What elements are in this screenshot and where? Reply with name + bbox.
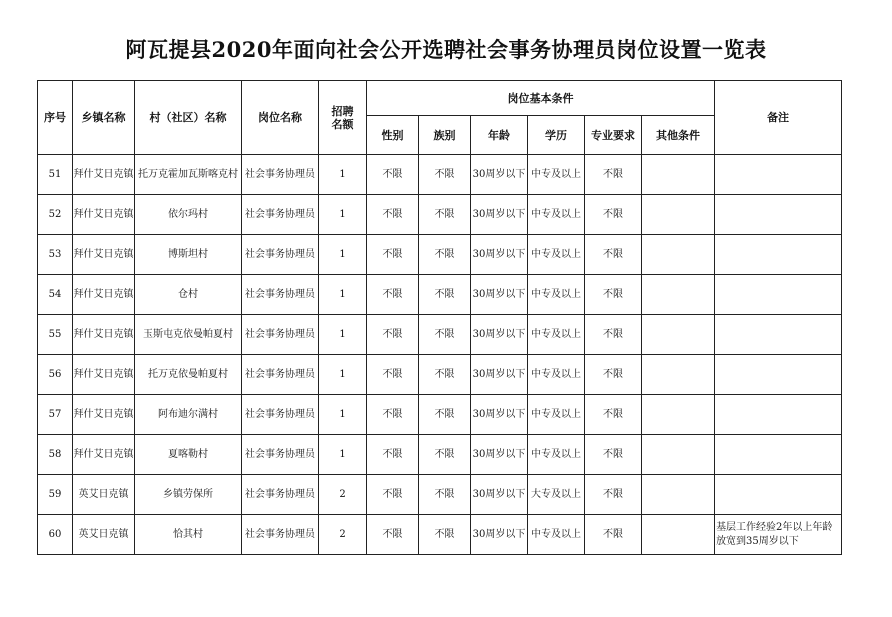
cell-age: 30周岁以下 [471,515,528,555]
header-other: 其他条件 [642,116,715,155]
cell-town: 英艾日克镇 [73,475,135,515]
cell-ethnicity: 不限 [419,435,471,475]
table-row [38,235,842,275]
cell-education: 中专及以上 [528,315,585,355]
cell-other [642,275,715,315]
cell-quota: 2 [319,515,367,555]
cell-remark [715,435,842,475]
cell-major: 不限 [585,475,642,515]
cell-education: 中专及以上 [528,155,585,195]
cell-age: 30周岁以下 [471,435,528,475]
cell-post: 社会事务协理员 [242,515,319,555]
cell-gender: 不限 [367,515,419,555]
cell-town: 拜什艾日克镇 [73,315,135,355]
cell-other [642,195,715,235]
cell-education: 中专及以上 [528,235,585,275]
header-age: 年龄 [471,116,528,155]
table-row [38,355,842,395]
header-town: 乡镇名称 [73,81,135,155]
cell-town: 英艾日克镇 [73,515,135,555]
cell-village: 托万克依曼帕夏村 [135,355,242,395]
table-row [38,515,842,555]
cell-seq: 56 [38,355,73,395]
cell-village: 仓村 [135,275,242,315]
table-row [38,315,842,355]
header-education: 学历 [528,116,585,155]
table-body [38,155,842,555]
table-row [38,395,842,435]
cell-ethnicity: 不限 [419,155,471,195]
header-seq: 序号 [38,81,73,155]
cell-post: 社会事务协理员 [242,435,319,475]
page-title: 阿瓦提县2020年面向社会公开选聘社会事务协理员岗位设置一览表 [125,37,767,62]
table-row [38,275,842,315]
cell-other [642,315,715,355]
table-row [38,155,842,195]
cell-major: 不限 [585,235,642,275]
cell-town: 拜什艾日克镇 [73,155,135,195]
cell-gender: 不限 [367,275,419,315]
cell-post: 社会事务协理员 [242,475,319,515]
header-remark: 备注 [715,81,842,155]
cell-remark [715,235,842,275]
header-conditions: 岗位基本条件 [367,81,715,116]
cell-age: 30周岁以下 [471,195,528,235]
cell-quota: 1 [319,315,367,355]
cell-village: 乡镇劳保所 [135,475,242,515]
cell-age: 30周岁以下 [471,315,528,355]
cell-town: 拜什艾日克镇 [73,195,135,235]
cell-other [642,235,715,275]
cell-other [642,155,715,195]
cell-quota: 1 [319,235,367,275]
cell-education: 中专及以上 [528,355,585,395]
cell-major: 不限 [585,435,642,475]
cell-post: 社会事务协理员 [242,235,319,275]
cell-seq: 55 [38,315,73,355]
cell-village: 托万克霍加瓦斯喀克村 [135,155,242,195]
cell-post: 社会事务协理员 [242,275,319,315]
cell-seq: 58 [38,435,73,475]
table-row [38,475,842,515]
cell-seq: 60 [38,515,73,555]
header-gender: 性别 [367,116,419,155]
cell-town: 拜什艾日克镇 [73,235,135,275]
cell-seq: 54 [38,275,73,315]
cell-gender: 不限 [367,315,419,355]
cell-post: 社会事务协理员 [242,155,319,195]
cell-age: 30周岁以下 [471,355,528,395]
cell-seq: 59 [38,475,73,515]
cell-gender: 不限 [367,475,419,515]
cell-quota: 1 [319,155,367,195]
cell-major: 不限 [585,275,642,315]
cell-seq: 52 [38,195,73,235]
cell-education: 大专及以上 [528,475,585,515]
cell-gender: 不限 [367,235,419,275]
cell-remark [715,315,842,355]
cell-quota: 1 [319,195,367,235]
cell-other [642,515,715,555]
cell-education: 中专及以上 [528,435,585,475]
cell-village: 博斯坦村 [135,235,242,275]
cell-town: 拜什艾日克镇 [73,275,135,315]
header-village: 村（社区）名称 [135,81,242,155]
header-post: 岗位名称 [242,81,319,155]
cell-village: 阿布迪尔满村 [135,395,242,435]
cell-post: 社会事务协理员 [242,355,319,395]
cell-major: 不限 [585,395,642,435]
cell-gender: 不限 [367,195,419,235]
cell-ethnicity: 不限 [419,195,471,235]
cell-major: 不限 [585,355,642,395]
cell-other [642,355,715,395]
cell-education: 中专及以上 [528,515,585,555]
cell-village: 依尔玛村 [135,195,242,235]
cell-major: 不限 [585,195,642,235]
cell-remark [715,195,842,235]
cell-quota: 1 [319,355,367,395]
cell-remark [715,355,842,395]
cell-age: 30周岁以下 [471,475,528,515]
cell-seq: 57 [38,395,73,435]
cell-quota: 2 [319,475,367,515]
cell-education: 中专及以上 [528,195,585,235]
cell-education: 中专及以上 [528,275,585,315]
cell-seq: 53 [38,235,73,275]
cell-age: 30周岁以下 [471,275,528,315]
cell-village: 恰其村 [135,515,242,555]
cell-ethnicity: 不限 [419,515,471,555]
cell-other [642,475,715,515]
cell-post: 社会事务协理员 [242,395,319,435]
cell-age: 30周岁以下 [471,155,528,195]
cell-town: 拜什艾日克镇 [73,395,135,435]
cell-remark [715,275,842,315]
cell-post: 社会事务协理员 [242,315,319,355]
cell-gender: 不限 [367,435,419,475]
cell-quota: 1 [319,275,367,315]
cell-quota: 1 [319,395,367,435]
cell-education: 中专及以上 [528,395,585,435]
cell-major: 不限 [585,315,642,355]
cell-quota: 1 [319,435,367,475]
cell-gender: 不限 [367,155,419,195]
cell-ethnicity: 不限 [419,275,471,315]
cell-age: 30周岁以下 [471,235,528,275]
table-row [38,195,842,235]
cell-ethnicity: 不限 [419,355,471,395]
cell-seq: 51 [38,155,73,195]
cell-other [642,395,715,435]
cell-ethnicity: 不限 [419,395,471,435]
cell-town: 拜什艾日克镇 [73,355,135,395]
cell-remark [715,155,842,195]
cell-ethnicity: 不限 [419,315,471,355]
header-ethnicity: 族别 [419,116,471,155]
cell-ethnicity: 不限 [419,235,471,275]
cell-major: 不限 [585,155,642,195]
cell-village: 夏喀勒村 [135,435,242,475]
header-quota: 招聘名额 [319,81,367,155]
cell-post: 社会事务协理员 [242,195,319,235]
cell-remark: 基层工作经验2年以上年龄放宽到35周岁以下 [715,515,842,555]
cell-remark [715,475,842,515]
cell-age: 30周岁以下 [471,395,528,435]
positions-table [37,80,842,555]
cell-town: 拜什艾日克镇 [73,435,135,475]
table-row [38,435,842,475]
cell-other [642,435,715,475]
cell-remark [715,395,842,435]
cell-major: 不限 [585,515,642,555]
cell-village: 玉斯屯克依曼帕夏村 [135,315,242,355]
cell-gender: 不限 [367,395,419,435]
cell-gender: 不限 [367,355,419,395]
header-major: 专业要求 [585,116,642,155]
cell-ethnicity: 不限 [419,475,471,515]
